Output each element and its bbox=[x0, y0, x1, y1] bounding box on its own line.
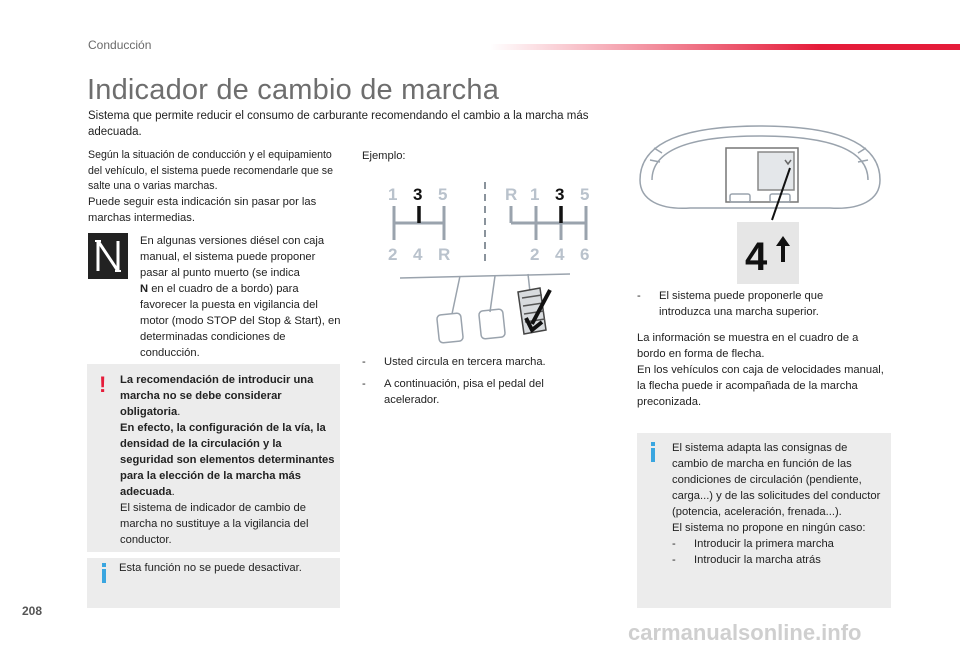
bullet-dash-3: - bbox=[637, 290, 641, 302]
info-icon bbox=[99, 563, 109, 588]
gear-left-bottom-r: R bbox=[438, 245, 451, 264]
gear-right-top-3: 3 bbox=[555, 185, 565, 204]
paragraph-arrow-info bbox=[637, 330, 887, 410]
gear-right-bottom-6: 6 bbox=[580, 245, 590, 264]
page-number: 208 bbox=[22, 604, 43, 618]
neutral-text-b: en el cuadro de a bordo) para favorecer la puesta en vigilancia del motor (modo STOP del Stop & Start), en determinadas condiciones de conducción. bbox=[140, 283, 341, 359]
bullet-accelerator-text: A continuación, pisa el pedal del acelerador. bbox=[384, 378, 544, 406]
example-label: Ejemplo: bbox=[362, 150, 406, 162]
list-item-first-gear: Introducir la primera marcha bbox=[694, 538, 834, 550]
neutral-text-a: En algunas versiones diésel con caja manual, el sistema puede proponer pasar al punto muerto (se indica bbox=[140, 235, 325, 279]
warning-text bbox=[120, 372, 335, 548]
warning-bold-2: En efecto, la configuración de la vía, la densidad de la circulación y la seguridad son elementos determinantes para la elección de la marcha más adecuada bbox=[120, 422, 335, 498]
period-1: . bbox=[177, 406, 181, 418]
indicated-gear: 4 bbox=[745, 235, 768, 279]
neutral-n-label: N bbox=[140, 283, 149, 295]
warning-icon: ! bbox=[99, 372, 107, 397]
gear-right-top-1: 1 bbox=[530, 185, 540, 204]
pedals-illustration bbox=[400, 268, 580, 353]
bullet-dash-1: - bbox=[362, 356, 366, 368]
paragraph-situation: Según la situación de conducción y el equipamiento del vehículo, el sistema puede recomendarle que se salte una o varias marchas. bbox=[88, 149, 333, 192]
info-system-adapts: El sistema adapta las consignas de cambio de marcha en función de las condiciones de circulación (pendiente, carga...) y de las solicitudes del conductor (potencia, aceleración, frenada...). bbox=[672, 442, 881, 518]
warning-bold-1: La recomendación de introducir una marcha no se debe considerar obligatoria bbox=[120, 374, 314, 418]
bullet-upshift-text: El sistema puede proponerle que introduzca una marcha superior. bbox=[659, 290, 824, 318]
warning-rest: El sistema de indicador de cambio de marcha no sustituye a la vigilancia del conductor. bbox=[120, 502, 309, 546]
page-title: Indicador de cambio de marcha bbox=[87, 74, 500, 106]
manual-gearbox-text: En los vehículos con caja de velocidades manual, la flecha puede ir acompañada de la marcha preconizada. bbox=[637, 364, 884, 408]
gear-left-bottom-4: 4 bbox=[413, 245, 423, 264]
bullet-third-gear bbox=[362, 354, 582, 370]
gear-left-top-5: 5 bbox=[438, 185, 448, 204]
neutral-n-icon bbox=[88, 233, 128, 279]
header-accent-bar bbox=[490, 44, 960, 50]
list-dash-2: - bbox=[672, 554, 676, 566]
paragraph-intermediate: Puede seguir esta indicación sin pasar por las marchas intermedias. bbox=[88, 196, 317, 224]
gear-right-bottom-2: 2 bbox=[530, 245, 540, 264]
list-dash-1: - bbox=[672, 538, 676, 550]
watermark: carmanualsonline.info bbox=[628, 620, 862, 645]
list-item-reverse-gear: Introducir la marcha atrás bbox=[694, 554, 821, 566]
info-icon bbox=[648, 442, 658, 467]
bullet-dash-2: - bbox=[362, 378, 366, 390]
info-system-text bbox=[672, 440, 884, 568]
gear-right-top-5: 5 bbox=[580, 185, 590, 204]
shift-indicator-display bbox=[737, 222, 799, 284]
section-title: Conducción bbox=[88, 38, 152, 52]
list-item bbox=[672, 536, 884, 552]
bullet-third-gear-text: Usted circula en tercera marcha. bbox=[384, 356, 546, 368]
info-deactivate-text: Esta función no se puede desactivar. bbox=[119, 562, 302, 574]
info-system-never: El sistema no propone en ningún caso: bbox=[672, 522, 866, 534]
gear-right-bottom-4: 4 bbox=[555, 245, 565, 264]
gear-diagrams bbox=[380, 178, 600, 273]
list-item bbox=[672, 552, 884, 568]
gear-left-bottom-2: 2 bbox=[388, 245, 398, 264]
gear-left-top-1: 1 bbox=[388, 185, 398, 204]
gear-left-top-3: 3 bbox=[413, 185, 423, 204]
paragraph-neutral bbox=[140, 233, 342, 361]
bullet-accelerator bbox=[362, 376, 582, 408]
instrument-cluster-illustration bbox=[630, 120, 890, 235]
gear-right-top-r: R bbox=[505, 185, 518, 204]
arrow-info-text: La información se muestra en el cuadro de a bordo en forma de flecha. bbox=[637, 332, 859, 360]
bullet-upshift bbox=[637, 288, 877, 320]
intro-text: Sistema que permite reducir el consumo de carburante recomendando el cambio a la marcha más adecuada. bbox=[88, 110, 589, 138]
period-2: . bbox=[171, 486, 175, 498]
